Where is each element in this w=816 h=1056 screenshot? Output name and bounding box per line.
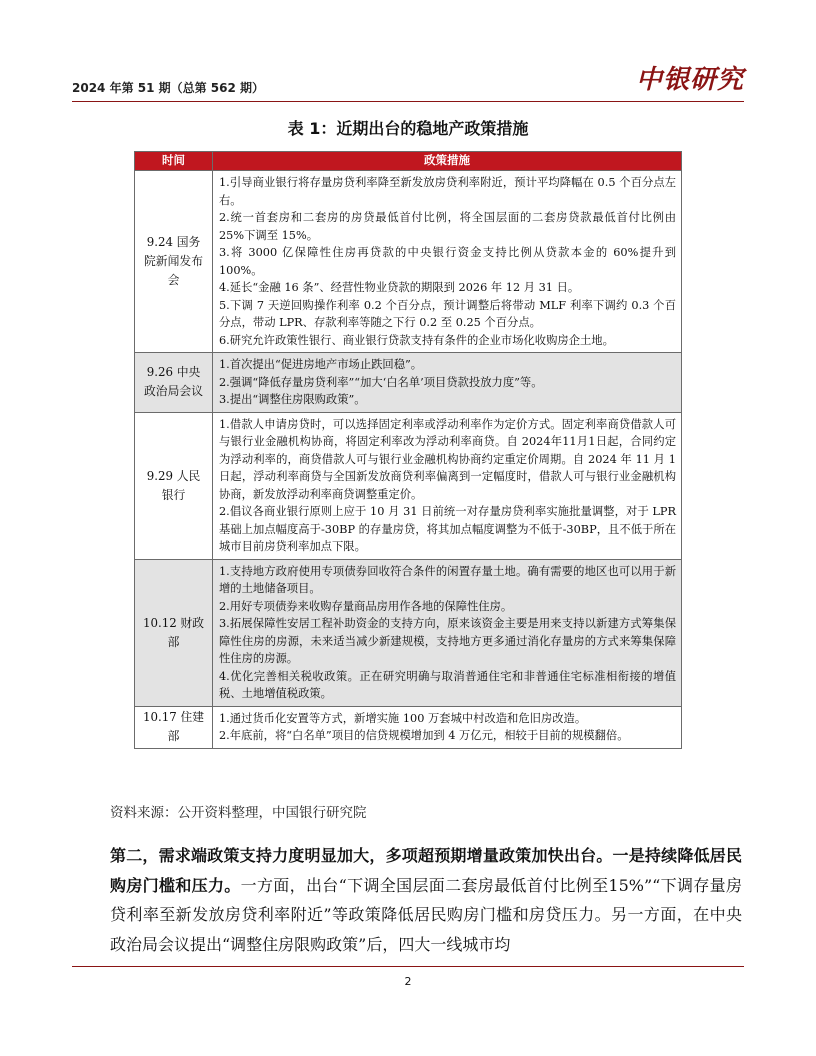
table-body [135, 171, 682, 749]
measure-item: 1.引导商业银行将存量房贷利率降至新发放房贷利率附近，预计平均降幅在 0.5 个百分点左右。 [219, 176, 676, 207]
measure-item: 1.首次提出“促进房地产市场止跌回稳”。 [219, 358, 423, 371]
table-row [135, 171, 682, 353]
row-measures [213, 412, 682, 559]
table-title: 表 1：近期出台的稳地产政策措施 [287, 119, 529, 138]
footer-divider [72, 966, 744, 967]
row-measures [213, 559, 682, 706]
measure-item: 2.用好专项债券来收购存量商品房用作各地的保障性住房。 [219, 599, 513, 613]
measure-item: 1.通过货币化安置等方式，新增实施 100 万套城中村改造和危旧房改造。 [219, 711, 587, 725]
measure-item: 1.借款人申请房贷时，可以选择固定利率或浮动利率作为定价方式。固定利率商贷借款人可与银行业金融机构协商，将固定利率改为浮动利率商贷。自 2024年11月1日起，合同约定为浮动利率的，商贷借款人可与银行业金融机构协商约定重定价周期。自 2024 年 11 月 1 日起，浮动利率商贷与全国新发放商贷利率偏离到一定幅度时，借款人可与银行业金融机构协商，新发放浮动利率商贷调整重定价。 [219, 417, 676, 501]
row-measures [213, 706, 682, 748]
row-time: 9.29 人民银行 [135, 412, 213, 559]
header-divider [72, 101, 744, 102]
table-row [135, 706, 682, 748]
paragraph-lead-bold: 第二，需求端政策支持力度明显加大，多项超预期增量政策加快出台。一是持续降低居民购房门槛和压力。 [110, 846, 742, 895]
measure-item: 2.统一首套房和二套房的房贷最低首付比例，将全国层面的二套房贷款最低首付比例由 25%下调至 15%。 [219, 211, 676, 242]
column-header-measures: 政策措施 [213, 152, 682, 171]
row-time: 9.26 中央政治局会议 [135, 353, 213, 413]
measure-item: 3.拓展保障性安居工程补助资金的支持方向，原来该资金主要是用来支持以新建方式筹集保障性住房的房源，未来适当减少新建规模，支持地方更多通过消化存量房的方式来筹集保障性住房的房源。 [219, 617, 676, 665]
table-header-row [135, 152, 682, 171]
column-header-time: 时间 [135, 152, 213, 171]
row-measures [213, 171, 682, 353]
page-number: 2 [404, 975, 412, 988]
measure-item: 2.强调“降低存量房贷利率”“加大‘白名单’项目贷款投放力度”等。 [219, 375, 543, 389]
paragraph-text: 一方面，出台“下调全国层面二套房最低首付比例至15%”“下调存量房贷利率至新发放房贷利率附近”等政策降低居民购房门槛和房贷压力。另一方面，在中央政治局会议提出“调整住房限购政策”后，四大一线城市均 [110, 875, 742, 954]
measure-item: 4.优化完善相关税收政策。正在研究明确与取消普通住宅和非普通住宅标准相衔接的增值税、土地增值税政策。 [219, 669, 676, 700]
boc-research-logo: 中银研究 [635, 65, 744, 95]
body-paragraph [110, 841, 742, 959]
row-time: 10.17 住建部 [135, 706, 213, 748]
table-row [135, 353, 682, 413]
policy-table [134, 151, 682, 749]
issue-number: 2024 年第 51 期（总第 562 期） [72, 81, 265, 95]
measure-item: 5.下调 7 天逆回购操作利率 0.2 个百分点，预计调整后将带动 MLF 利率下调约 0.3 个百分点，带动 LPR、存款利率等随之下行 0.2 至 0.25 个百分点。 [219, 298, 676, 329]
table-row [135, 412, 682, 559]
measure-item: 3.将 3000 亿保障性住房再贷款的中央银行资金支持比例从贷款本金的 60%提升到 100%。 [219, 246, 676, 277]
row-time: 10.12 财政部 [135, 559, 213, 706]
measure-item: 2.年底前，将“白名单”项目的信贷规模增加到 4 万亿元，相较于目前的规模翻倍。 [219, 729, 629, 742]
source-note: 资料来源：公开资料整理，中国银行研究院 [110, 805, 367, 821]
table-row [135, 559, 682, 706]
row-measures [213, 353, 682, 413]
measure-item: 1.支持地方政府使用专项债券回收符合条件的闲置存量土地。确有需要的地区也可以用于新增的土地储备项目。 [219, 564, 676, 595]
page-header [72, 60, 744, 102]
measure-item: 2.倡议各商业银行原则上应于 10 月 31 日前统一对存量房贷利率实施批量调整，对于 LPR 基础上加点幅度高于-30BP 的存量房贷，将其加点幅度调整为不低于-30BP，且不低于所在城市目前房贷利率加点下限。 [219, 505, 676, 553]
measure-item: 3.提出“调整住房限购政策”。 [219, 393, 366, 406]
measure-item: 4.延长“金融 16 条”、经营性物业贷款的期限到 2026 年 12 月 31 日。 [219, 281, 580, 294]
row-time: 9.24 国务院新闻发布会 [135, 171, 213, 353]
measure-item: 6.研究允许政策性银行、商业银行贷款支持有条件的企业市场化收购房企土地。 [219, 333, 614, 347]
